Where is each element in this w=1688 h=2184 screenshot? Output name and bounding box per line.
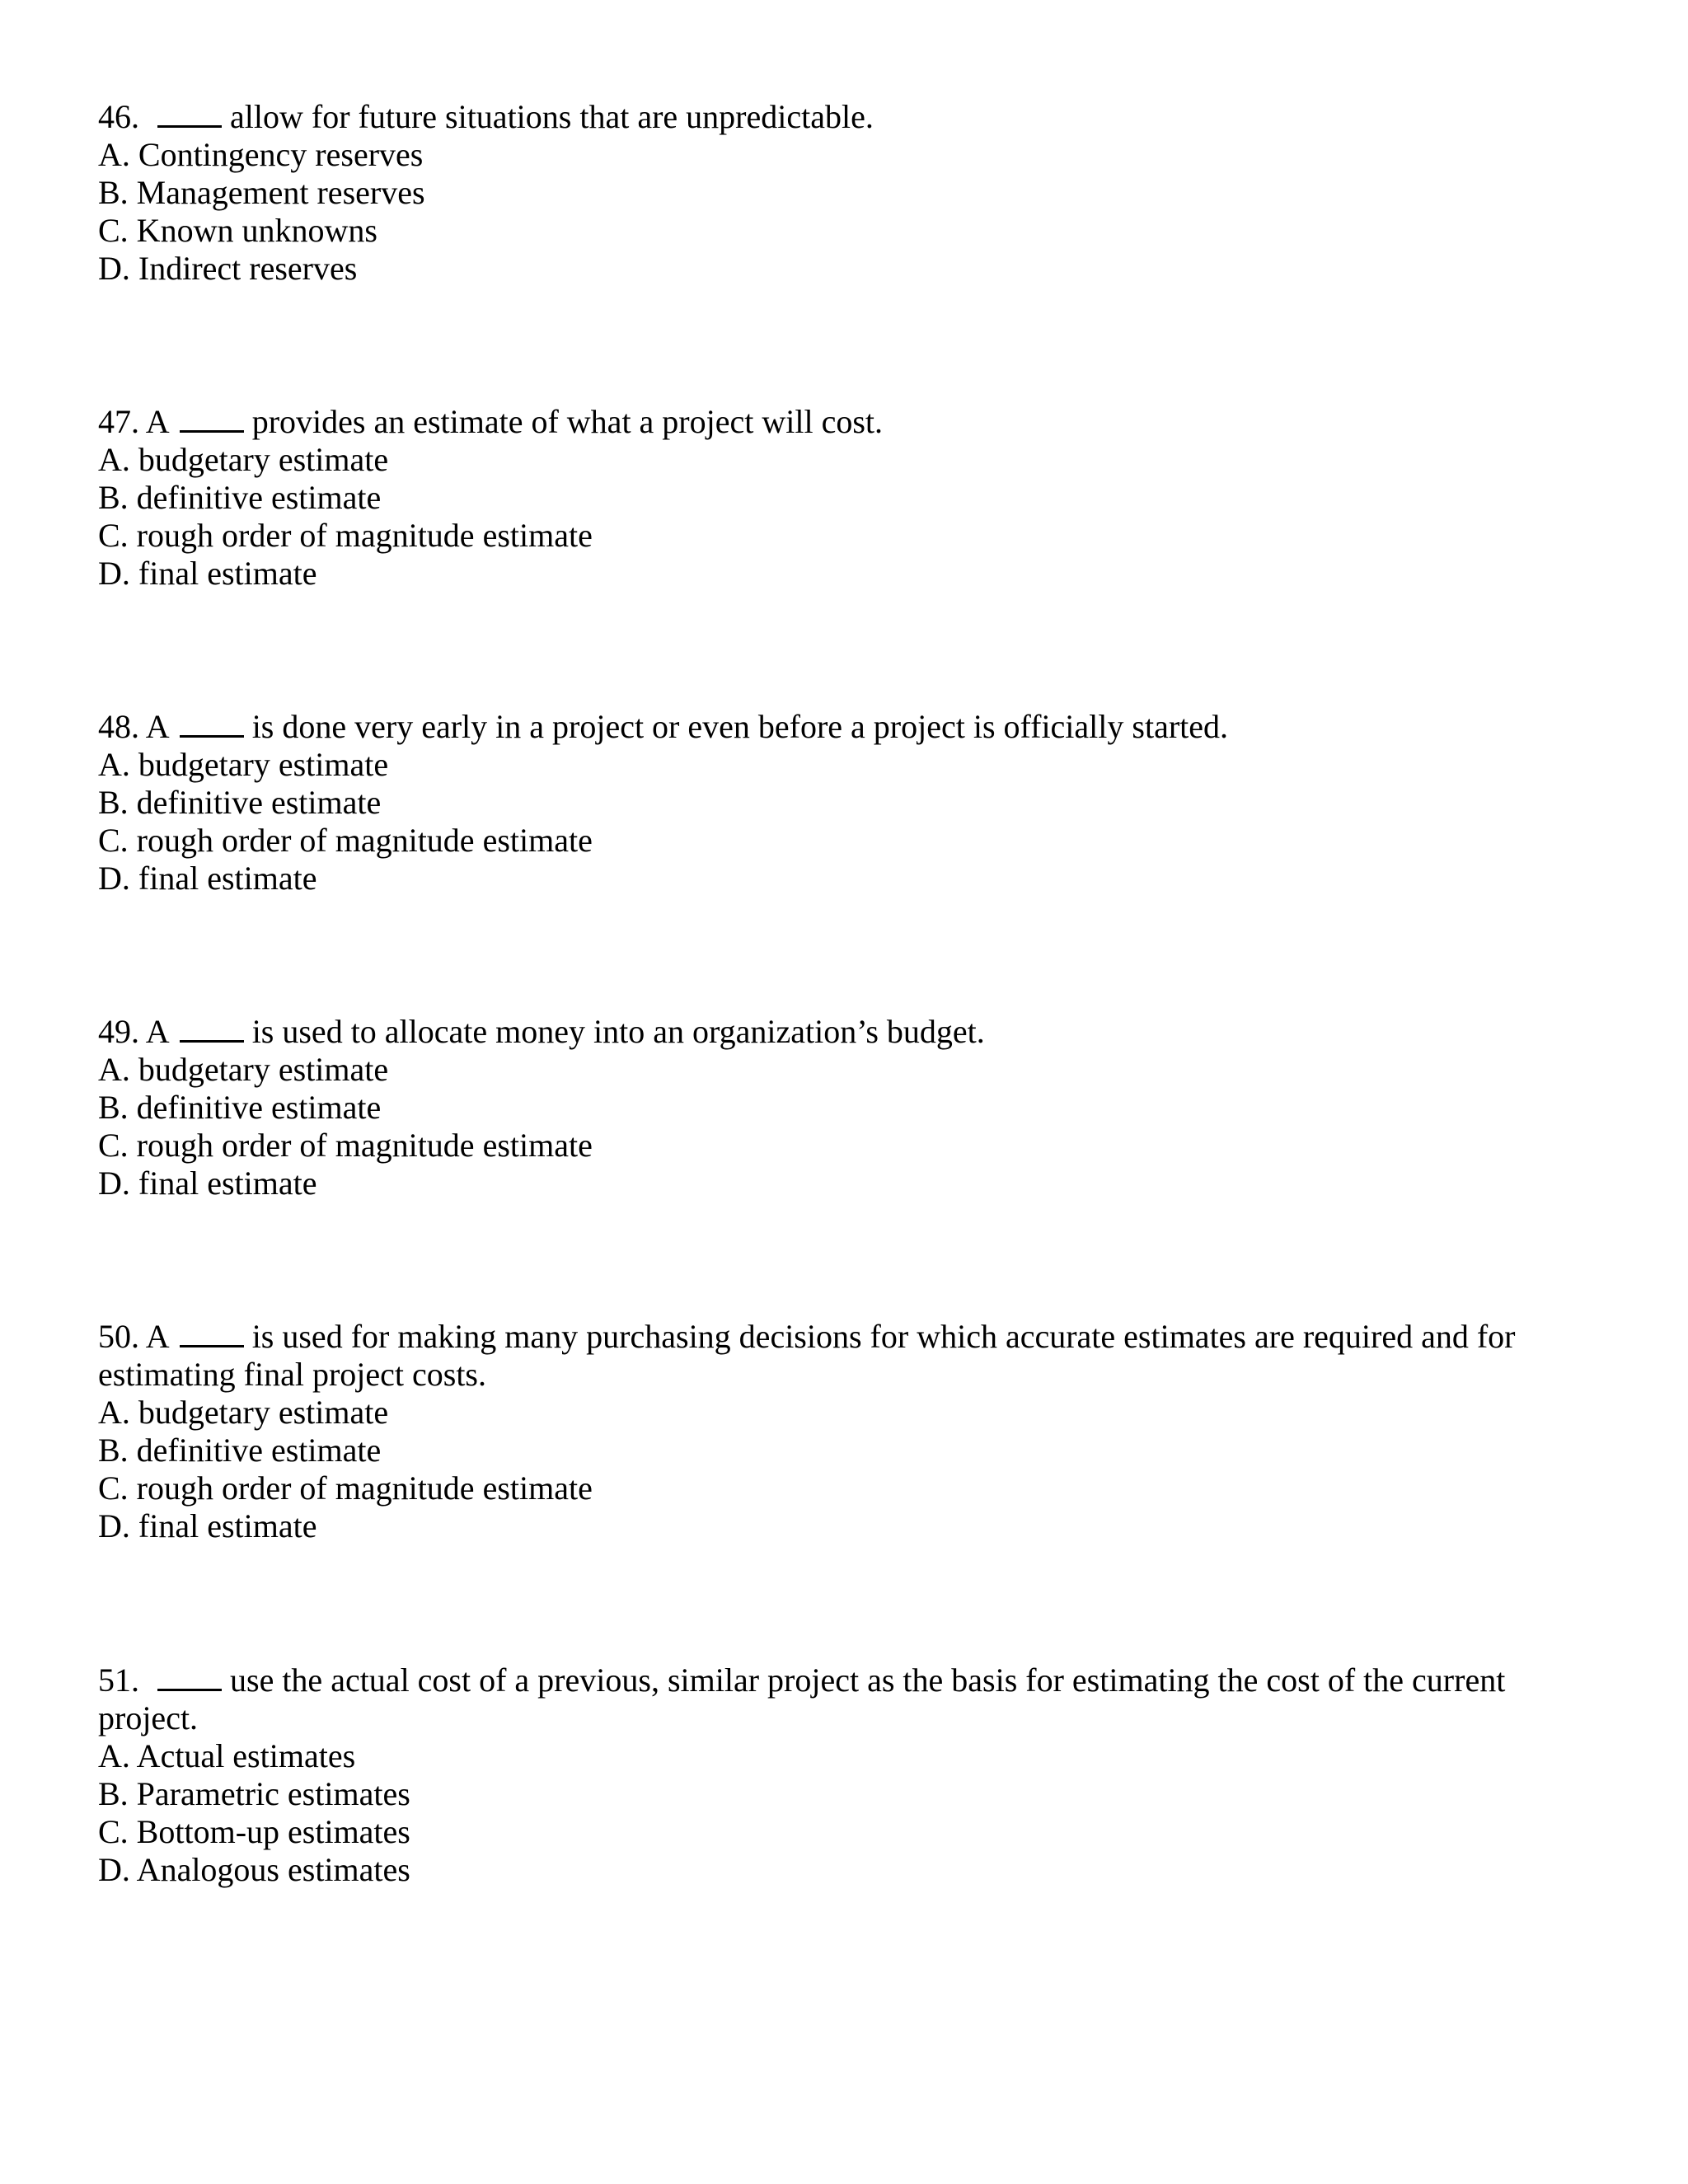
question-stem	[98, 1013, 1565, 1051]
answer-blank	[180, 710, 244, 738]
question-49	[98, 1013, 1565, 1202]
stem-text: provides an estimate of what a project will cost.	[251, 403, 884, 440]
question-number: 48.	[98, 708, 139, 745]
option-c: C. rough order of magnitude estimate	[98, 1127, 593, 1164]
stem-text: is used for making many purchasing decisions for which accurate estimates are required and for estimating final project costs.	[98, 1318, 1516, 1393]
option-a: A. budgetary estimate	[98, 746, 389, 783]
answer-blank	[180, 1015, 244, 1043]
question-46	[98, 98, 1565, 288]
stem-text: is done very early in a project or even before a project is officially started.	[251, 708, 1229, 745]
option-d: D. final estimate	[98, 555, 317, 592]
answer-blank	[157, 101, 222, 128]
question-stem	[98, 708, 1565, 746]
question-number: 49.	[98, 1013, 139, 1050]
option-c: C. rough order of magnitude estimate	[98, 822, 593, 859]
stem-lead: A	[145, 708, 170, 745]
option-b: B. definitive estimate	[98, 784, 382, 821]
question-number: 51.	[98, 1661, 139, 1699]
option-a: A. budgetary estimate	[98, 1394, 389, 1431]
option-d: D. final estimate	[98, 1165, 317, 1202]
option-a: A. Actual estimates	[98, 1737, 356, 1774]
option-a: A. budgetary estimate	[98, 1051, 389, 1088]
option-b: B. definitive estimate	[98, 1089, 382, 1126]
question-number: 47.	[98, 403, 139, 440]
stem-lead: A	[145, 403, 170, 440]
question-48	[98, 708, 1565, 898]
answer-blank	[180, 1320, 244, 1347]
option-b: B. definitive estimate	[98, 479, 382, 516]
stem-lead: A	[145, 1318, 170, 1355]
option-d: D. Indirect reserves	[98, 250, 358, 287]
stem-text: use the actual cost of a previous, similar project as the basis for estimating the cost of the current project.	[98, 1661, 1506, 1736]
stem-lead: A	[145, 1013, 170, 1050]
stem-text: is used to allocate money into an organization’s budget.	[251, 1013, 985, 1050]
answer-blank	[157, 1664, 222, 1691]
question-50	[98, 1318, 1565, 1545]
option-b: B. Parametric estimates	[98, 1775, 410, 1812]
question-number: 46.	[98, 98, 139, 135]
question-stem	[98, 1318, 1565, 1394]
stem-text: allow for future situations that are unpredictable.	[230, 98, 874, 135]
question-stem	[98, 98, 1565, 136]
question-stem	[98, 1661, 1565, 1737]
question-51	[98, 1661, 1565, 1889]
option-d: D. Analogous estimates	[98, 1851, 410, 1888]
question-stem	[98, 403, 1565, 441]
option-c: C. rough order of magnitude estimate	[98, 1469, 593, 1507]
option-d: D. final estimate	[98, 1507, 317, 1544]
option-a: A. budgetary estimate	[98, 441, 389, 478]
option-c: C. Bottom-up estimates	[98, 1813, 410, 1850]
question-47	[98, 403, 1565, 593]
question-number: 50.	[98, 1318, 139, 1355]
option-d: D. final estimate	[98, 860, 317, 897]
option-b: B. definitive estimate	[98, 1432, 382, 1469]
option-c: C. rough order of magnitude estimate	[98, 517, 593, 554]
option-c: C. Known unknowns	[98, 212, 377, 249]
option-b: B. Management reserves	[98, 174, 425, 211]
option-a: A. Contingency reserves	[98, 136, 424, 173]
answer-blank	[180, 405, 244, 433]
